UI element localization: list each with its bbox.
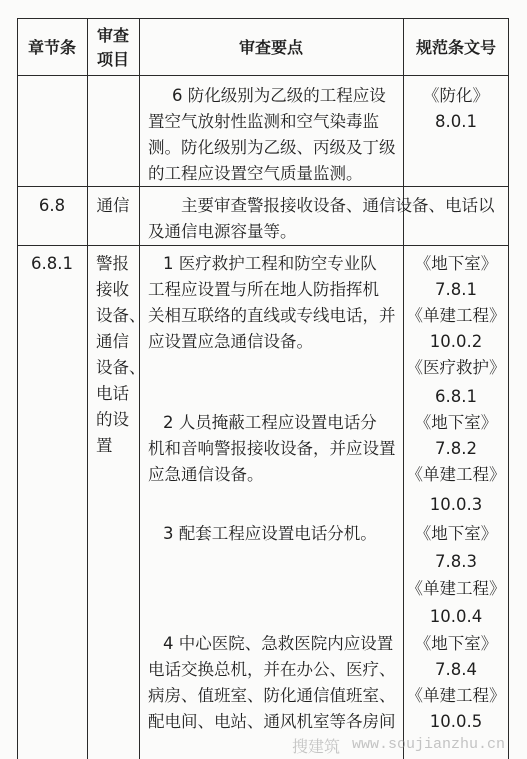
row3-ref-6: 6.8.1 (435, 387, 477, 406)
table-border-right (508, 18, 509, 759)
row3-p4-line-1: 4 中心医院、急救医院内应设置 (163, 634, 394, 653)
row3-ref-2: 7.8.1 (435, 280, 477, 299)
row1-line-1: 6 防化级别为乙级的工程应设 (172, 86, 386, 105)
row-divider-2 (17, 245, 509, 246)
column-divider-2 (139, 18, 140, 759)
row3-ref-4: 10.0.2 (429, 332, 483, 351)
row3-p4-line-3: 病房、值班室、防化通信值班室、 (148, 686, 396, 705)
row3-item-line-6: 电话 (96, 384, 129, 403)
row3-ref-17: 《单建工程》 (406, 686, 506, 705)
row3-ref-18: 10.0.5 (429, 712, 483, 731)
row3-ref-16: 7.8.4 (435, 660, 477, 679)
row3-item-line-3: 设备、 (96, 306, 146, 325)
header-points: 审查要点 (238, 38, 304, 57)
column-divider-1 (87, 18, 88, 759)
row1-line-2: 置空气放射性监测和空气染毒监 (148, 112, 379, 131)
row3-p4-line-2: 电话交换总机，并在办公、医疗、 (148, 660, 396, 679)
row2-section: 6.8 (38, 196, 66, 215)
row3-ref-14: 10.0.4 (429, 607, 483, 626)
row3-p1-line-2: 工程应设置与所在地人防指挥机 (148, 280, 379, 299)
row2-line-2: 及通信电源容量等。 (148, 222, 297, 241)
header-section: 章节条 (27, 38, 77, 57)
row-divider-1 (17, 186, 509, 187)
row3-item-line-1: 警报 (96, 254, 129, 273)
row3-p1-line-3: 关相互联络的直线或专线电话，并 (148, 306, 396, 325)
row3-p1-line-1: 1 医疗救护工程和防空专业队 (163, 254, 377, 273)
row3-item-line-2: 接收 (96, 280, 129, 299)
column-divider-3 (403, 18, 404, 759)
row3-ref-5: 《医疗救护》 (406, 358, 506, 377)
row3-p1-line-4: 应设置应急通信设备。 (148, 332, 313, 351)
table-border-top (17, 18, 509, 19)
row1-line-3: 测。防化级别为乙级、丙级及丁级 (148, 138, 396, 157)
row1-ref-2: 8.0.1 (435, 112, 477, 131)
row2-item: 通信 (96, 196, 130, 215)
row1-line-4: 的工程应设置空气质量监测。 (148, 164, 363, 183)
row1-ref-1: 《防化》 (423, 86, 489, 105)
row3-p2-line-3: 应急通信设备。 (148, 465, 264, 484)
row3-ref-8: 7.8.2 (435, 439, 477, 458)
watermark-url: www.soujianzhu.cn (352, 736, 506, 753)
row3-item-line-8: 置 (96, 436, 113, 455)
row3-item-line-5: 设备、 (96, 358, 146, 377)
row3-p2-line-2: 机和音响警报接收设备，并应设置 (148, 439, 396, 458)
row3-item-line-7: 的设 (96, 410, 129, 429)
row3-ref-15: 《地下室》 (414, 634, 498, 653)
row3-item-line-4: 通信 (96, 332, 129, 351)
header-item-line2: 项目 (96, 50, 130, 69)
row3-p2-line-1: 2 人员掩蔽工程应设置电话分 (163, 413, 377, 432)
header-clause: 规范条文号 (415, 38, 497, 57)
row3-ref-13: 《单建工程》 (406, 579, 506, 598)
row3-ref-1: 《地下室》 (414, 254, 498, 273)
header-divider (17, 75, 509, 76)
watermark-brand: 搜建筑 (292, 737, 341, 756)
row3-p4-line-4: 配电间、电站、通风机室等各房间 (148, 712, 396, 731)
row2-line-1: 主要审查警报接收设备、通信设备、电话以 (181, 196, 495, 215)
row3-p3-line-1: 3 配套工程应设置电话分机。 (163, 524, 377, 543)
row3-ref-12: 7.8.3 (435, 552, 477, 571)
row3-ref-11: 《地下室》 (414, 524, 498, 543)
row3-ref-3: 《单建工程》 (406, 306, 506, 325)
row3-section: 6.8.1 (31, 254, 73, 273)
row3-ref-10: 10.0.3 (429, 495, 483, 514)
header-item-line1: 审查 (96, 26, 130, 45)
row3-ref-7: 《地下室》 (414, 413, 498, 432)
row3-ref-9: 《单建工程》 (406, 465, 506, 484)
table-border-left (17, 18, 18, 759)
